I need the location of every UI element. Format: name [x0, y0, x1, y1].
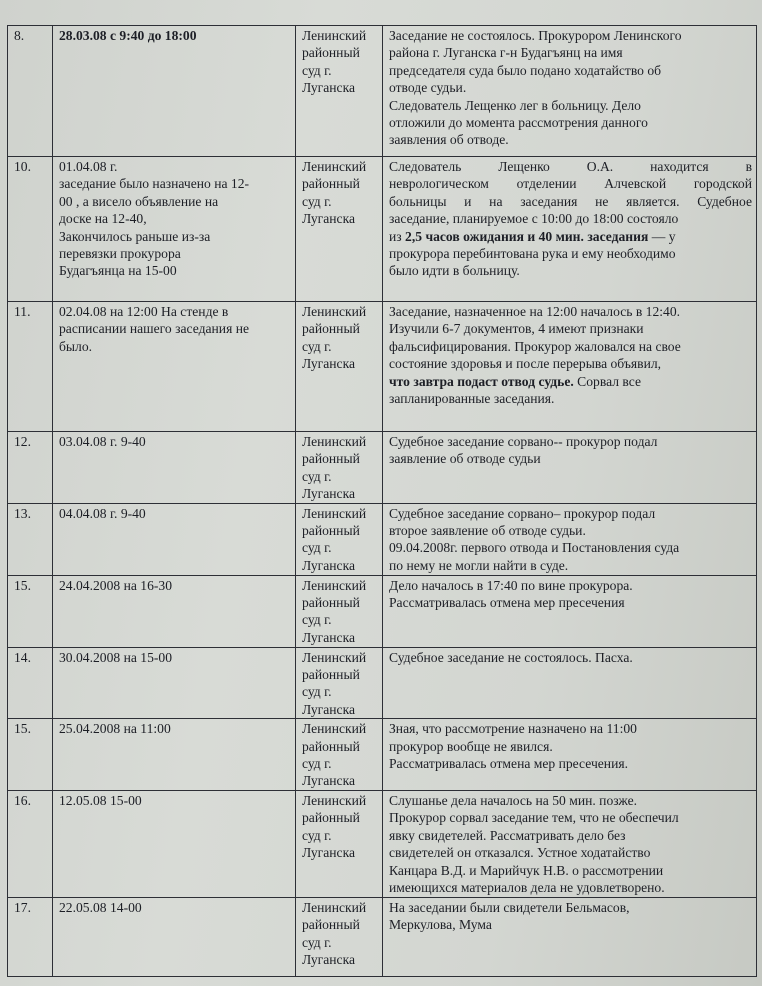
session-description-line: Судебное заседание сорвано-- прокурор подал	[389, 434, 658, 449]
session-date-line: 03.04.08 г. 9-40	[59, 434, 146, 449]
court-name-line: районный	[302, 595, 360, 611]
court-name-line: Ленинский	[302, 159, 367, 174]
court-name-line: районный	[302, 917, 360, 933]
session-description-line: из 2,5 часов ожидания и 40 мин. заседания — у	[389, 228, 676, 244]
session-description-line: явку свидетелей. Рассматривать дело без	[389, 827, 626, 843]
session-description-line: Заседание не состоялось. Прокурором Ленинского	[389, 28, 682, 43]
court-name-line: Луганска	[302, 486, 356, 502]
court-name-line: районный	[302, 667, 360, 683]
row-number: 12.	[8, 432, 53, 504]
court-name-cell	[296, 432, 383, 504]
session-description-line: Изучили 6-7 документов, 4 имеют признаки	[389, 321, 644, 337]
session-description-line: Канцара В.Д. и Марийчук Н.В. о рассмотрении	[389, 862, 664, 878]
court-name-cell	[296, 26, 383, 157]
session-date-line: было.	[59, 338, 93, 354]
session-description-line: неврологическом отделении Алчевской городской	[389, 176, 752, 192]
session-description-line: Следователь Лещенко лег в больницу. Дело	[389, 97, 641, 113]
session-date-cell	[53, 719, 296, 791]
emphasis-text: что завтра подаст отвод судье.	[389, 373, 574, 389]
table-row	[8, 503, 757, 575]
session-description-cell	[383, 897, 757, 976]
session-description-line: 09.04.2008г. первого отвода и Постановления суда	[389, 540, 680, 556]
table-row	[8, 432, 757, 504]
session-date-cell	[53, 432, 296, 504]
session-date-line: Закончилось раньше из-за	[59, 228, 211, 244]
session-description-cell	[383, 432, 757, 504]
session-description-line: Прокурор сорвал заседание тем, что не обеспечил	[389, 810, 679, 826]
session-description-line: состояние здоровья и после перерыва объявил,	[389, 356, 662, 372]
session-date-cell	[53, 575, 296, 647]
session-description-line: Судебное заседание сорвано– прокурор подал	[389, 505, 656, 521]
session-description-line: Зная, что рассмотрение назначено на 11:00	[389, 721, 637, 737]
session-date-line: заседание было назначено на 12-	[59, 176, 250, 192]
row-number: 15.	[8, 575, 53, 647]
session-date-cell	[53, 647, 296, 719]
session-description-line: председателя суда было подано ходатайство об	[389, 62, 662, 78]
court-name-line: Ленинский	[302, 899, 367, 915]
court-name-line: суд г.	[302, 934, 332, 950]
court-name-cell	[296, 503, 383, 575]
court-name-line: Ленинский	[302, 28, 367, 43]
row-number: 15.	[8, 719, 53, 791]
session-description-line: что завтра подаст отвод судье. Сорвал все	[389, 373, 641, 389]
table-row	[8, 719, 757, 791]
court-name-line: Луганска	[302, 356, 356, 372]
session-description-line: свидетелей он отказался. Устное ходатайство	[389, 845, 651, 861]
session-description-line: Рассматривалась отмена мер пресечения	[389, 595, 625, 611]
court-name-cell	[296, 302, 383, 432]
court-name-line: Ленинский	[302, 649, 367, 665]
table-row	[8, 790, 757, 897]
session-date-cell	[53, 503, 296, 575]
session-description-line: отложили до момента рассмотрения данного	[389, 115, 648, 131]
session-date-line: 25.04.2008 на 11:00	[59, 721, 171, 737]
session-description-cell	[383, 647, 757, 719]
session-description-line: фальсифицирования. Прокурор жаловался на свое	[389, 338, 681, 354]
session-description-line: заседание, планируемое с 10:00 до 18:00 состояло	[389, 211, 679, 227]
court-name-line: суд г.	[302, 62, 332, 78]
court-name-line: районный	[302, 451, 360, 467]
court-name-line: районный	[302, 523, 360, 539]
session-description-cell	[383, 157, 757, 302]
court-name-line: Ленинский	[302, 577, 367, 593]
court-name-line: Луганска	[302, 701, 356, 717]
court-name-cell	[296, 575, 383, 647]
court-name-line: суд г.	[302, 468, 332, 484]
court-name-line: Луганска	[302, 629, 356, 645]
court-name-line: суд г.	[302, 193, 332, 209]
session-description-line: было идти в больницу.	[389, 263, 520, 279]
court-name-line: Луганска	[302, 557, 356, 573]
court-name-line: Луганска	[302, 845, 356, 861]
session-date-line: перевязки прокурора	[59, 246, 181, 262]
session-date-line: 28.03.08 с 9:40 до 18:00	[59, 28, 197, 43]
court-name-line: Ленинский	[302, 792, 367, 808]
session-date-cell	[53, 302, 296, 432]
session-date-line: 02.04.08 на 12:00 На стенде в	[59, 304, 229, 319]
session-description-line: имеющихся материалов дела не удовлетворено.	[389, 879, 665, 895]
court-name-line: суд г.	[302, 540, 332, 556]
row-number: 8.	[8, 26, 53, 157]
court-name-line: районный	[302, 45, 360, 61]
session-date-line: доске на 12-40,	[59, 211, 147, 227]
session-description-line: Рассматривалась отмена мер пресечения.	[389, 756, 629, 772]
session-date-cell	[53, 897, 296, 976]
session-description-line: Следователь Лещенко О.А. находится в	[389, 159, 752, 174]
session-date-line: 00 , а висело объявление на	[59, 193, 219, 209]
session-description-cell	[383, 719, 757, 791]
session-description-line: Заседание, назначенное на 12:00 началось в 12:40.	[389, 304, 681, 319]
court-name-line: районный	[302, 738, 360, 754]
session-description-line: по нему не могли найти в суде.	[389, 557, 569, 573]
court-name-line: суд г.	[302, 684, 332, 700]
court-name-line: Луганска	[302, 773, 356, 789]
session-description-line: второе заявление об отводе судьи.	[389, 523, 586, 539]
session-description-cell	[383, 302, 757, 432]
table-row	[8, 575, 757, 647]
session-date-line: 01.04.08 г.	[59, 159, 118, 174]
session-description-line: заявления об отводе.	[389, 132, 509, 148]
row-number: 10.	[8, 157, 53, 302]
court-sessions-body	[8, 26, 757, 977]
court-name-line: Луганска	[302, 211, 356, 227]
table-row	[8, 647, 757, 719]
court-name-line: районный	[302, 176, 360, 192]
court-name-line: суд г.	[302, 827, 332, 843]
court-name-line: районный	[302, 321, 360, 337]
table-row	[8, 26, 757, 157]
session-date-line: 12.05.08 15-00	[59, 792, 142, 808]
court-name-cell	[296, 157, 383, 302]
session-date-line: 30.04.2008 на 15-00	[59, 649, 172, 665]
session-description-line: заявление об отводе судьи	[389, 451, 541, 467]
court-name-line: Ленинский	[302, 304, 367, 319]
session-date-line: 04.04.08 г. 9-40	[59, 505, 146, 521]
court-sessions-table	[7, 25, 757, 977]
session-description-cell	[383, 790, 757, 897]
session-date-cell	[53, 26, 296, 157]
session-description-line: прокурор вообще не явился.	[389, 738, 553, 754]
table-row	[8, 302, 757, 432]
session-description-line: На заседании были свидетели Бельмасов,	[389, 899, 630, 915]
court-name-line: Ленинский	[302, 434, 367, 449]
session-description-line: Слушанье дела началось на 50 мин. позже.	[389, 792, 638, 808]
court-name-line: суд г.	[302, 756, 332, 772]
session-date-line: расписании нашего заседания не	[59, 321, 250, 337]
session-date-line: 22.05.08 14-00	[59, 899, 142, 915]
row-number: 11.	[8, 302, 53, 432]
session-date-cell	[53, 157, 296, 302]
court-name-line: районный	[302, 810, 360, 826]
session-description-cell	[383, 575, 757, 647]
session-description-cell	[383, 503, 757, 575]
table-row	[8, 157, 757, 302]
row-number: 14.	[8, 647, 53, 719]
court-name-line: суд г.	[302, 338, 332, 354]
session-description-line: Меркулова, Мума	[389, 917, 492, 933]
session-description-line: прокурора перебинтована рука и ему необходимо	[389, 246, 676, 262]
row-number: 17.	[8, 897, 53, 976]
table-row	[8, 897, 757, 976]
emphasis-text: 2,5 часов ожидания и 40 мин. заседания	[405, 228, 649, 244]
session-description-line: Дело началось в 17:40 по вине прокурора.	[389, 577, 633, 593]
court-name-line: Ленинский	[302, 721, 367, 737]
court-name-cell	[296, 790, 383, 897]
court-name-line: Луганска	[302, 952, 356, 968]
row-number: 13.	[8, 503, 53, 575]
session-date-cell	[53, 790, 296, 897]
court-name-cell	[296, 897, 383, 976]
session-description-line: больницы и на заседания не является. Судебное	[389, 193, 752, 209]
session-date-line: 24.04.2008 на 16-30	[59, 577, 172, 593]
row-number: 16.	[8, 790, 53, 897]
session-description-line: района г. Луганска г-н Будагъянц на имя	[389, 45, 623, 61]
session-description-cell	[383, 26, 757, 157]
session-description-line: Судебное заседание не состоялось. Пасха.	[389, 649, 633, 665]
session-description-line: запланированные заседания.	[389, 391, 555, 407]
court-name-cell	[296, 647, 383, 719]
court-name-cell	[296, 719, 383, 791]
session-date-line: Будагъянца на 15-00	[59, 263, 177, 279]
court-name-line: Ленинский	[302, 505, 367, 521]
court-name-line: суд г.	[302, 612, 332, 628]
session-description-line: отводе судьи.	[389, 80, 467, 96]
court-name-line: Луганска	[302, 80, 356, 96]
